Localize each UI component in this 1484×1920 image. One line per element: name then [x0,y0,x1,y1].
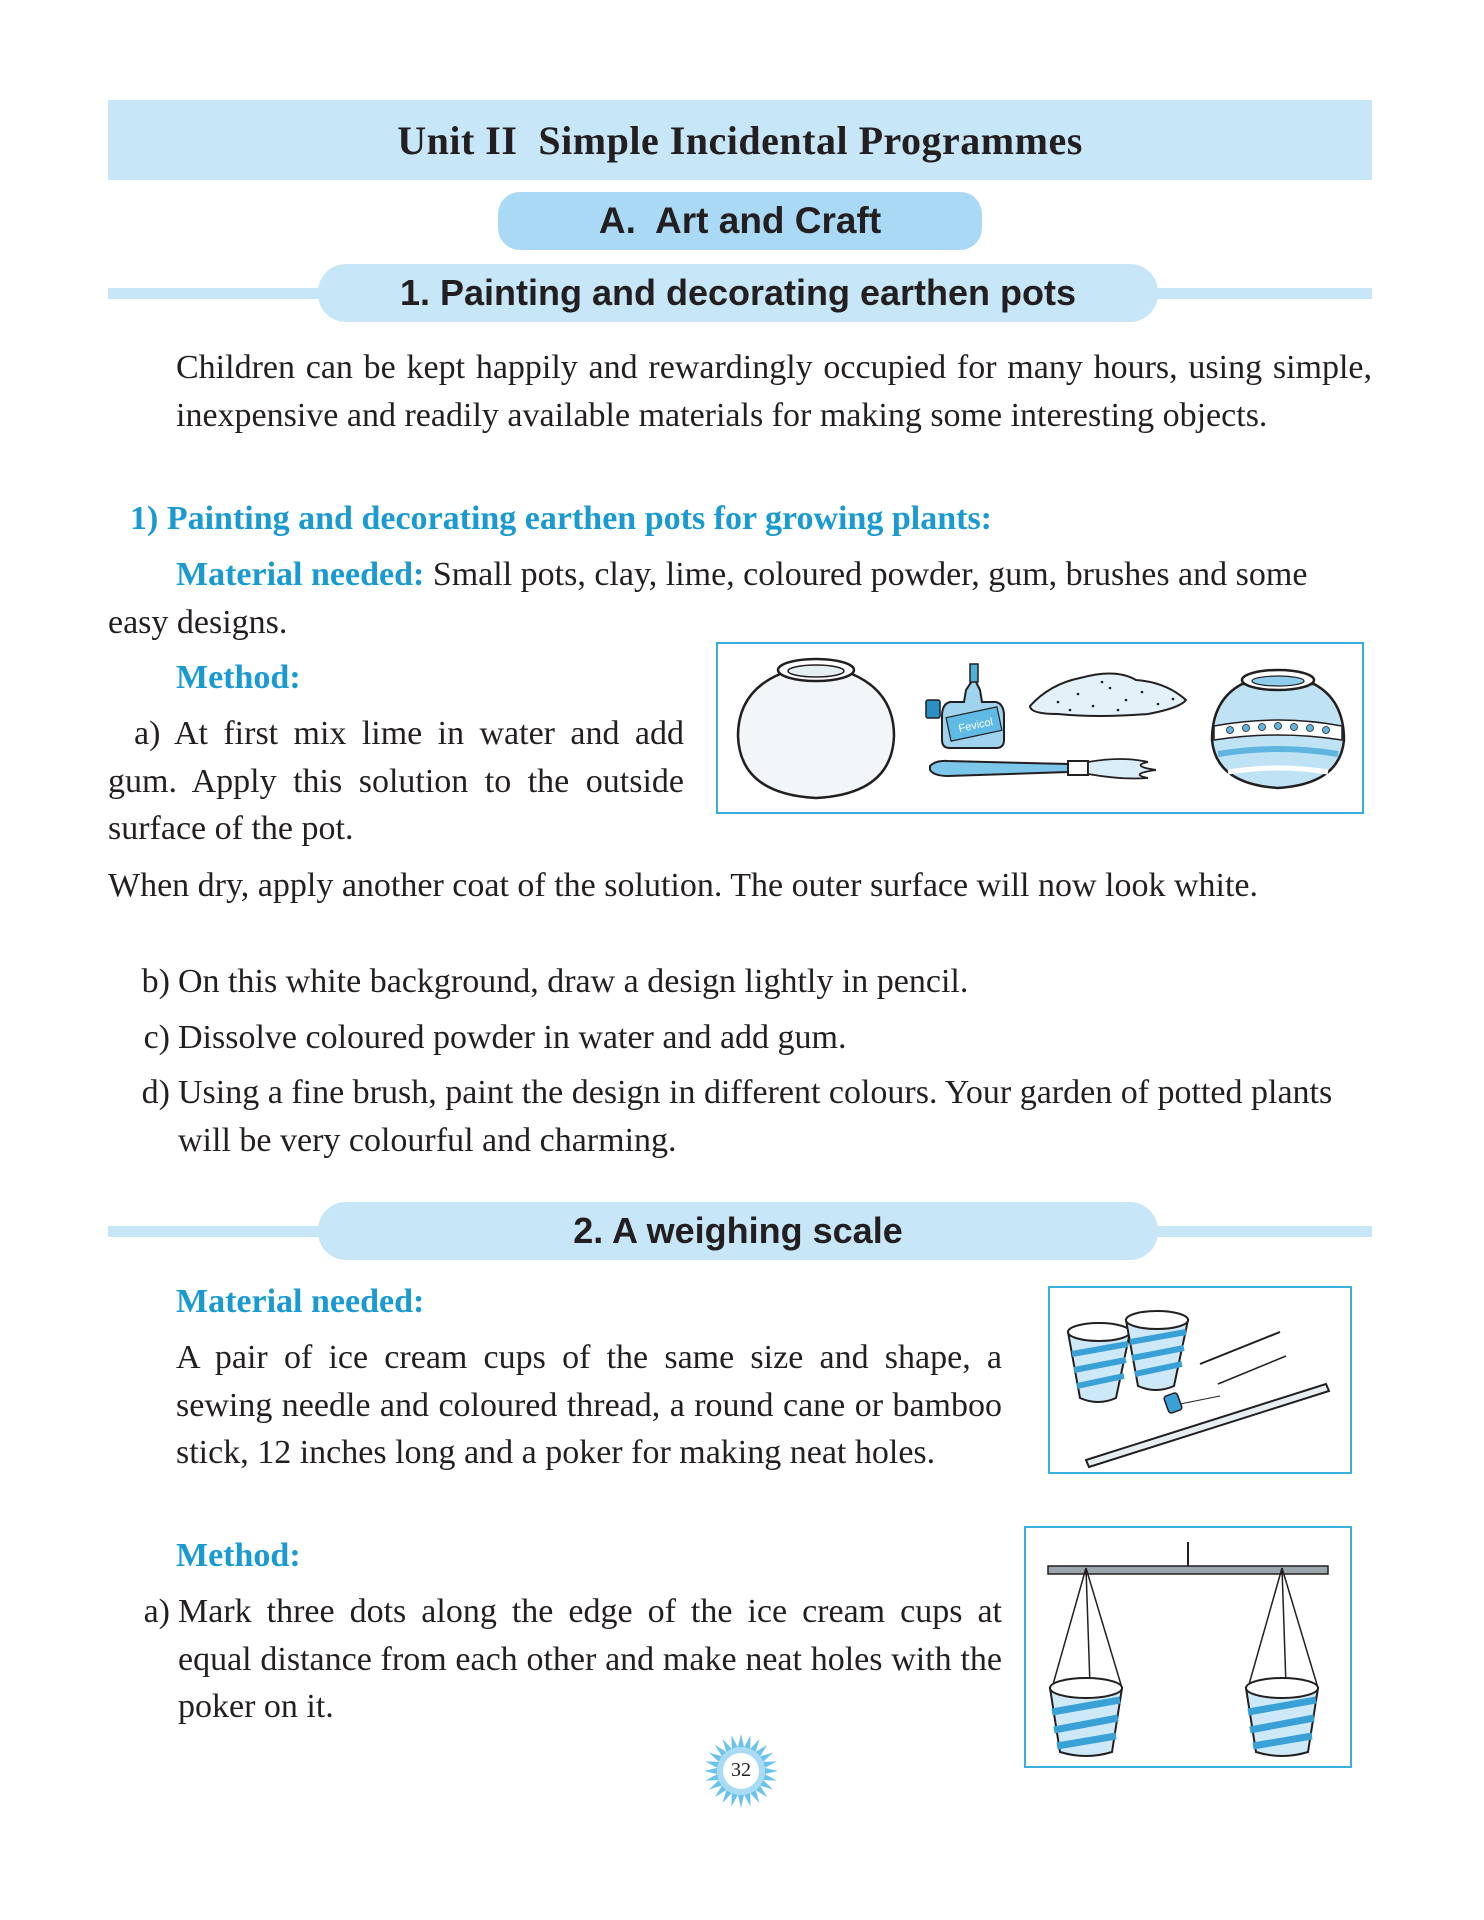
topic2-step-a [108,1588,1002,1731]
ice-cream-cup-icon [1068,1323,1130,1402]
needle-icon [1200,1332,1286,1384]
balance-stick-icon [1048,1542,1328,1574]
topic1-material [108,551,1372,646]
ice-cream-cup-icon [1126,1311,1188,1390]
page-number-badge [703,1733,779,1809]
topic1-title: 1. Painting and decorating earthen pots [399,272,1077,313]
paintbrush-icon [930,759,1156,779]
section-heading [498,192,982,250]
unit-banner [108,100,1372,180]
powder-heap-icon [1030,673,1186,716]
glue-bottle-icon [926,664,1004,748]
material-label: Material needed: [176,556,425,593]
step-text: Dissolve coloured powder in water and add gum. [178,1018,847,1056]
plain-pot-icon [738,659,894,798]
topic2-material-label: Material needed: [176,1283,425,1320]
step-marker: c) [143,1018,170,1056]
topic1-step-list [108,958,1372,1164]
topic2-title: 2. A weighing scale [573,1210,903,1251]
step-marker: b) [141,963,170,1000]
topic1-step-a-continued: When dry, apply another coat of the solution. The outer surface will now look white. [108,867,1259,904]
topic1-step-a [108,710,684,853]
thread-spool-icon [1163,1392,1220,1414]
materials-drawing [718,644,1362,812]
topic1-subheading: 1) Painting and decorating earthen pots for growing plants: [130,500,993,537]
scale-materials-drawing [1050,1288,1350,1472]
list-item [108,1069,1372,1164]
hanging-cup-left-icon [1050,1568,1122,1756]
decorated-pot-icon [1212,670,1344,788]
bottle-label: Fevicol [957,716,995,736]
step-marker: a) [143,1593,170,1630]
step-text: Using a fine brush, paint the design in different colours. Your garden of potted plants will be very colourful and charming. [178,1074,1333,1159]
topic2-heading [318,1202,1158,1260]
hanging-cup-right-icon [1246,1568,1318,1756]
section-title: A. Art and Craft [598,200,882,241]
weighing-scale-illustration [1024,1526,1352,1768]
intro-text: Children can be kept happily and rewardingly occupied for many hours, using simple, inexpensive and readily available materials for making some interesting objects. [176,349,1372,434]
material-text: Small pots, clay, lime, coloured powder, gum, brushes and some easy designs. [108,556,1308,641]
step-a-marker: a) [134,715,161,752]
page-number: 32 [731,1759,751,1781]
topic1-method-label: Method: [176,659,301,696]
intro-paragraph [176,344,1372,439]
materials-illustration [716,642,1364,814]
weighing-scale-drawing [1026,1528,1350,1766]
topic2-method-label: Method: [176,1537,301,1574]
topic2-material-text: A pair of ice cream cups of the same size and shape, a sewing needle and coloured thread, a round cane or bamboo stick, 12 inches long and a poker for making neat holes. [176,1339,1002,1471]
step-marker: d) [141,1074,170,1111]
list-item [108,1014,1372,1062]
bamboo-stick-icon [1086,1384,1329,1467]
step-a-text: At first mix lime in water and add gum. Apply this solution to the outside surface of the pot. [108,715,684,847]
list-item [108,1588,1002,1731]
step-text: On this white background, draw a design lightly in pencil. [178,963,969,1000]
step-text: Mark three dots along the edge of the ice cream cups at equal distance from each other and make neat holes with the poker on it. [178,1593,1002,1725]
topic1-heading [318,264,1158,322]
list-item [108,958,1372,1006]
unit-title: Unit II Simple Incidental Programmes [397,117,1083,163]
scale-materials-illustration [1048,1286,1352,1474]
